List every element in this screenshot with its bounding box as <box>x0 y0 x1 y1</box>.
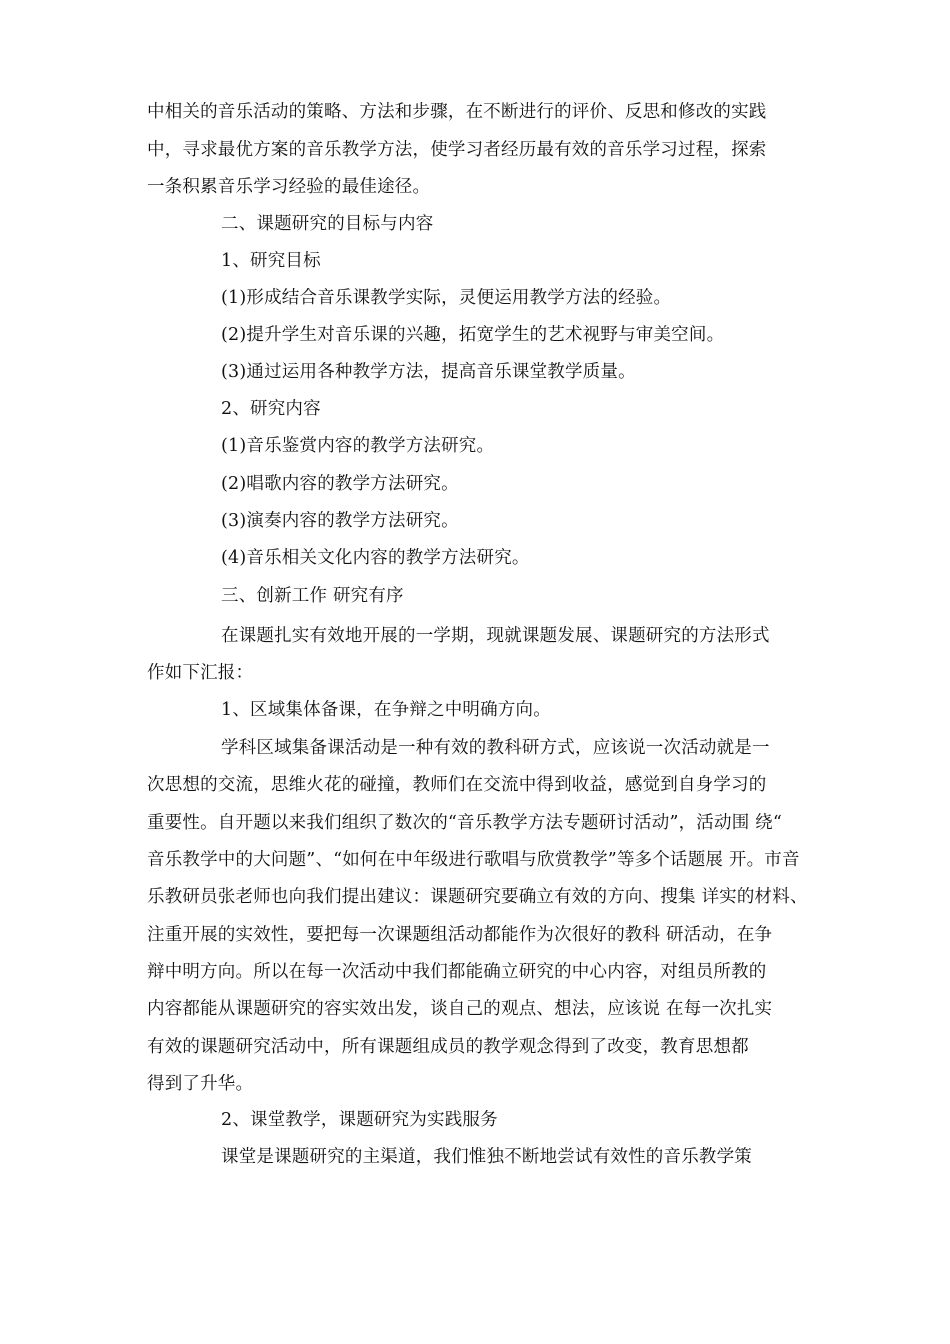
text-line: 次思想的交流，思维火花的碰撞，教师们在交流中得到收益，感觉到自身学习的 <box>147 775 767 795</box>
text-line: 乐教研员张老师也向我们提出建议：课题研究要确立有效的方向、搜集 详实的材料、 <box>147 887 808 907</box>
section-heading: 三、创新工作 研究有序 <box>221 586 404 606</box>
subsection-heading: 2、课堂教学，课题研究为实践服务 <box>221 1110 498 1130</box>
list-item: (2)唱歌内容的教学方法研究。 <box>221 474 459 494</box>
list-item: (1)音乐鉴赏内容的教学方法研究。 <box>221 436 495 456</box>
text-line: 注重开展的实效性，要把每一次课题组活动都能作为次很好的教科 研活动，在争 <box>147 925 773 945</box>
subsection-heading: 1、研究目标 <box>221 251 321 271</box>
text-line: 作如下汇报： <box>147 663 254 683</box>
text-line: 内容都能从课题研究的容实效出发，谈自己的观点、想法，应该说 在每一次扎实 <box>147 999 773 1019</box>
text-line: 得到了升华。 <box>147 1074 254 1094</box>
text-line: 一条积累音乐学习经验的最佳途径。 <box>147 177 431 197</box>
text-line: 中，寻求最优方案的音乐教学方法，使学习者经历最有效的音乐学习过程，探索 <box>147 140 767 160</box>
text-line: 中相关的音乐活动的策略、方法和步骤，在不断进行的评价、反思和修改的实践 <box>147 102 767 122</box>
section-heading: 二、课题研究的目标与内容 <box>221 214 434 234</box>
list-item: (3)通过运用各种教学方法，提高音乐课堂教学质量。 <box>221 362 636 382</box>
list-item: (1)形成结合音乐课教学实际，灵便运用教学方法的经验。 <box>221 288 672 308</box>
subsection-heading: 1、区域集体备课，在争辩之中明确方向。 <box>221 700 551 720</box>
list-item: (3)演奏内容的教学方法研究。 <box>221 511 459 531</box>
text-line: 重要性。自开题以来我们组织了数次的“音乐教学方法专题研讨活动”，活动围 绕“ <box>147 813 782 833</box>
text-line: 课堂是课题研究的主渠道，我们惟独不断地尝试有效性的音乐教学策 <box>221 1147 752 1167</box>
text-line: 辩中明方向。所以在每一次活动中我们都能确立研究的中心内容，对组员所教的 <box>147 962 767 982</box>
list-item: (2)提升学生对音乐课的兴趣，拓宽学生的艺术视野与审美空间。 <box>221 325 725 345</box>
list-item: (4)音乐相关文化内容的教学方法研究。 <box>221 548 530 568</box>
subsection-heading: 2、研究内容 <box>221 399 321 419</box>
text-line: 在课题扎实有效地开展的一学期，现就课题发展、课题研究的方法形式 <box>221 626 770 646</box>
text-line: 有效的课题研究活动中，所有课题组成员的教学观念得到了改变，教育思想都 <box>147 1037 749 1057</box>
text-line: 音乐教学中的大问题”、“如何在中年级进行歌唱与欣赏教学”等多个话题展 开。市音 <box>147 850 800 870</box>
text-line: 学科区域集备课活动是一种有效的教科研方式，应该说一次活动就是一 <box>221 738 770 758</box>
